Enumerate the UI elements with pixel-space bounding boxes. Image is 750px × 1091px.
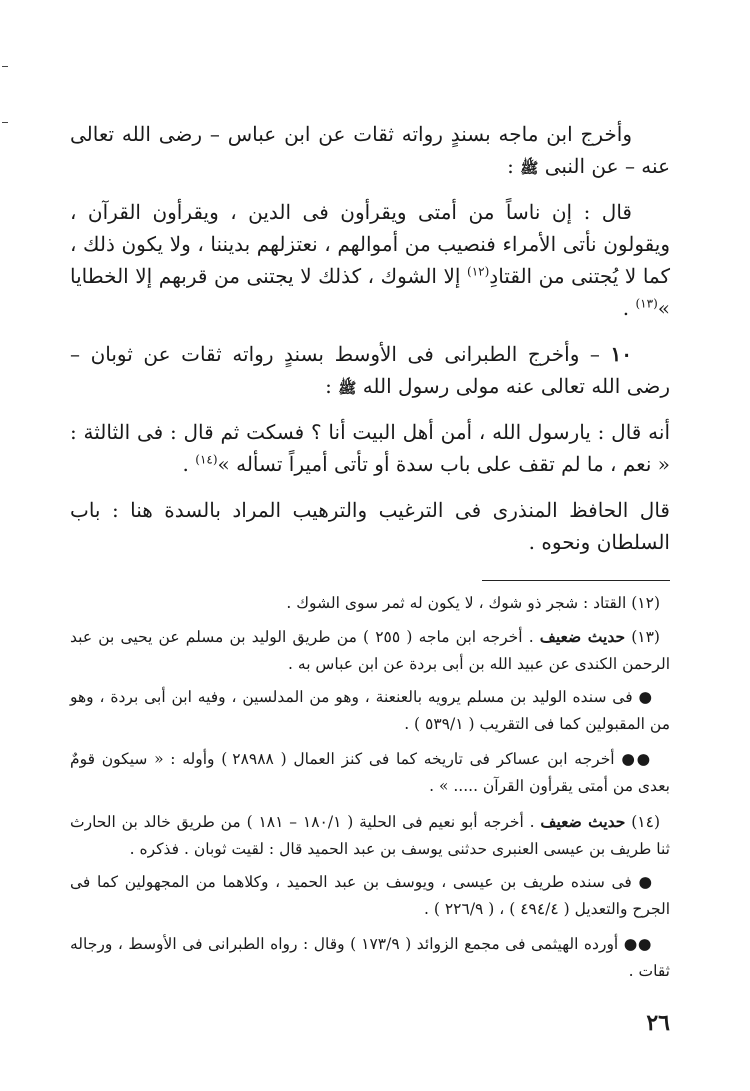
footnote-13-bullet-1: ● فى سنده الوليد بن مسلم يرويه بالعنعنة ، وهو من المدلسين ، وفيه ابن أبى بردة ، وهو من المقبولين كما فى التقريب ( ٥٣٩/١ ) . [70, 688, 670, 733]
footnote-14-bullet-2: ●● أورده الهيثمى فى مجمع الزوائد ( ١٧٣/٩ ) وقال : رواه الطبرانى فى الأوسط ، ورجاله ثقات . [70, 935, 670, 980]
footnote-divider [482, 580, 670, 581]
paragraph-ibn-majah: وأخرج ابن ماجه بسندٍ رواته ثقات عن ابن عباس – رضى الله تعالى عنه – عن النبى ﷺ : [70, 122, 670, 178]
footnote-14: (١٤) حديث ضعيف . أخرجه أبو نعيم فى الحلية ( ١٨٠/١ – ١٨١ ) من طريق خالد بن الحارث ثنا طريف بن عيسى العنبرى حدثنى يوسف بن عبد الحميد قال : لقيت ثوبان . فذكره . [70, 812, 670, 858]
footnote-13: (١٣) حديث ضعيف . أخرجه ابن ماجه ( ٢٥٥ ) من طريق الوليد بن مسلم عن يحيى بن عبد الرحمن الكندى عن عبيد الله بن أبى بردة عن ابن عباس به . [70, 627, 670, 673]
margin-tick [2, 66, 8, 67]
footnote-ref-12[interactable]: (١٢) [467, 264, 490, 279]
paragraph-thawban-quote: أنه قال : يارسول الله ، أمن أهل البيت أنا ؟ فسكت ثم قال : فى الثالثة : « نعم ، ما لم تقف على باب سدة أو تأتى أميراً تسأله »$^{(١٤)}$ . [70, 420, 670, 476]
page-number: ٢٦ [646, 1010, 670, 1036]
footnotes [70, 590, 670, 993]
salla-glyph: ﷺ [338, 379, 357, 397]
paragraph-mundhiri: قال الحافظ المنذرى فى الترغيب والترهيب المراد بالسدة هنا : باب السلطان ونحوه . [70, 498, 670, 554]
item-number: ١٠ [610, 342, 632, 366]
hadith-grade: حديث ضعيف [539, 627, 626, 646]
footnote-ref-13[interactable]: (١٣) [635, 296, 658, 311]
footnote-14-bullet-1: ● فى سنده طريف بن عيسى ، ويوسف بن عبد الحميد ، وكلاهما من المجهولين كما فى الجرح والتعديل ( ٤٩٤/٤ ) ، ( ٢٢٦/٩ ) . [70, 873, 670, 918]
footnote-13-bullet-2: ●● أخرجه ابن عساكر فى تاريخه كما فى كنز العمال ( ٢٨٩٨٨ ) وأوله : « سيكون قومٌ بعدى من أمتى يقرأون القرآن ..... » . [70, 750, 670, 795]
margin-tick [2, 122, 8, 123]
hadith-grade: حديث ضعيف [540, 812, 626, 831]
main-text [70, 118, 670, 572]
paragraph-hadith-quote: قال : إن ناساً من أمتى ويقرأون فى الدين ، ويقرأون القرآن ، ويقولون نأتى الأمراء فنصيب من أموالهم ، نعتزلهم بديننا ، ولا يكون ذلك ، كما لا يُجتنى من القتادِ$^{(١٢)}$ إلا الشوك ، كذلك لا يجتنى من قربهم إلا الخطايا »$^{(١٣)}$ . [70, 200, 670, 320]
paragraph-tabarani: ١٠ – وأخرج الطبرانى فى الأوسط بسندٍ رواته ثقات عن ثوبان – رضى الله تعالى عنه مولى رسول الله ﷺ : [70, 342, 670, 398]
footnote-12: (١٢) القتاد : شجر ذو شوك ، لا يكون له ثمر سوى الشوك . [286, 594, 660, 612]
footnote-ref-14[interactable]: (١٤) [195, 452, 218, 467]
salla-glyph: ﷺ [520, 159, 539, 177]
